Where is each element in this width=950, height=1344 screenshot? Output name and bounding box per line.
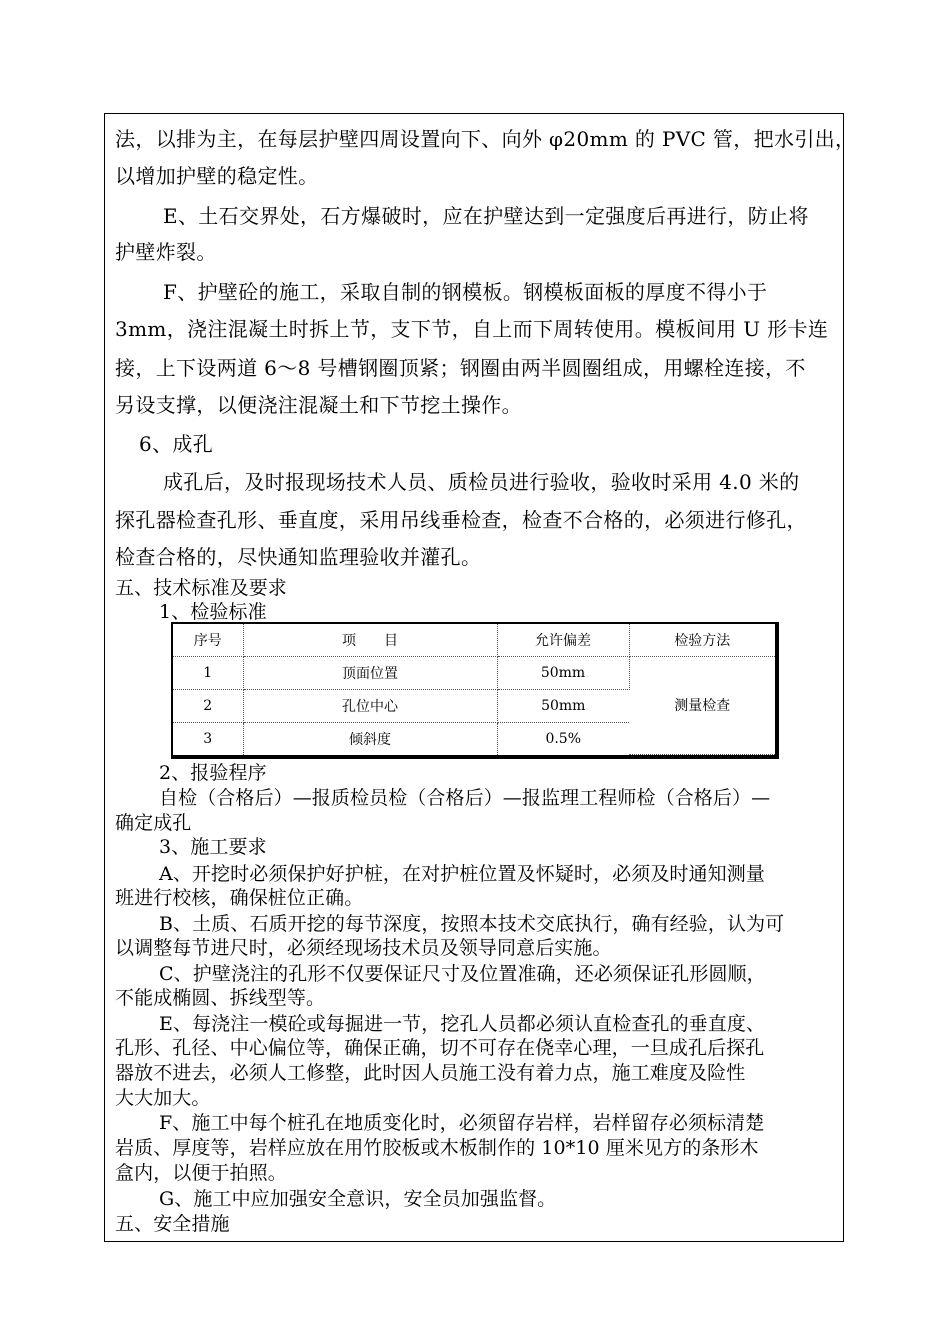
text-line: B、土质、石质开挖的每节深度，按照本技术交底执行，确有经验，认为可 — [159, 913, 785, 935]
cell-no: 2 — [173, 689, 243, 722]
cell-item: 顶面位置 — [243, 656, 497, 689]
text-line: 以增加护壁的稳定性。 — [115, 164, 319, 188]
text-line: 班进行校核，确保桩位正确。 — [115, 887, 364, 909]
section-heading: 五、技术标准及要求 — [115, 577, 287, 599]
text-line: 自检（合格后）—报质检员检（合格后）—报监理工程师检（合格后）— — [159, 787, 771, 809]
table-row — [173, 656, 775, 689]
cell-method: 测量检查 — [629, 656, 775, 754]
header-item: 项 目 — [243, 624, 497, 656]
text-line: 法，以排为主，在每层护壁四周设置向下、向外 φ20mm 的 PVC 管，把水引出， — [115, 127, 856, 151]
text-line: 大大加大。 — [115, 1087, 211, 1109]
text-line: 盒内，以便于拍照。 — [115, 1162, 287, 1184]
section-heading: 3、施工要求 — [159, 836, 267, 858]
text-line: E、每浇注一模砼或每掘进一节，挖孔人员都必须认直检查孔的垂直度、 — [159, 1013, 766, 1035]
header-tolerance: 允许偏差 — [497, 624, 629, 656]
text-line: 孔形、孔径、中心偏位等，确保正确，切不可存在侥幸心理，一旦成孔后探孔 — [115, 1037, 765, 1059]
section-heading: 1、检验标准 — [159, 601, 267, 623]
text-line: 接，上下设两道 6～8 号槽钢圈顶紧；钢圈由两半圆圈组成，用螺栓连接，不 — [115, 356, 806, 380]
text-line: C、护壁浇注的孔形不仅要保证尺寸及位置准确，还必须保证孔形圆顺， — [159, 963, 766, 985]
cell-no: 3 — [173, 722, 243, 754]
cell-item: 倾斜度 — [243, 722, 497, 754]
text-line: F、护壁砼的施工，采取自制的钢模板。钢模板面板的厚度不得小于 — [163, 280, 768, 304]
text-line: 探孔器检查孔形、垂直度，采用吊线垂检查，检查不合格的，必须进行修孔， — [115, 508, 807, 532]
cell-tolerance: 50mm — [497, 656, 629, 689]
cell-tolerance: 50mm — [497, 689, 629, 722]
table-header-row — [173, 624, 775, 656]
text-line: 岩质、厚度等，岩样应放在用竹胶板或木板制作的 10*10 厘米见方的条形木 — [115, 1137, 759, 1159]
header-method: 检验方法 — [629, 624, 775, 656]
section-heading: 6、成孔 — [139, 432, 214, 456]
inspection-standard-table — [171, 622, 779, 759]
text-line: E、土石交界处，石方爆破时，应在护壁达到一定强度后再进行，防止将 — [163, 204, 809, 228]
text-line: 检查合格的，尽快通知监理验收并灌孔。 — [115, 545, 482, 569]
cell-tolerance: 0.5% — [545, 730, 582, 747]
text-line: 护壁炸裂。 — [115, 240, 217, 264]
text-line: 3mm，浇注混凝土时拆上节，支下节，自上而下周转使用。模板间用 U 形卡连 — [115, 317, 829, 341]
header-no: 序号 — [173, 624, 243, 656]
cell-item: 孔位中心 — [243, 689, 497, 722]
text-line: 以调整每节进尺时，必须经现场技术员及领导同意后实施。 — [115, 937, 612, 959]
document-frame — [104, 113, 856, 1242]
text-line: G、施工中应加强安全意识，安全员加强监督。 — [159, 1188, 557, 1210]
text-line: A、开挖时必须保护好护桩，在对护桩位置及怀疑时，必须及时通知测量 — [159, 863, 765, 885]
cell-no: 1 — [173, 656, 243, 689]
text-line: 确定成孔 — [115, 812, 192, 834]
section-heading: 2、报验程序 — [159, 762, 267, 784]
text-line: 器放不进去，必须人工修整，此时因人员施工没有着力点，施工难度及险性 — [115, 1062, 746, 1084]
text-line: F、施工中每个桩孔在地质变化时，必须留存岩样，岩样留存必须标清楚 — [159, 1112, 765, 1134]
text-line: 不能成椭圆、拆线型等。 — [115, 987, 326, 1009]
text-line: 另设支撑，以便浇注混凝土和下节挖土操作。 — [115, 393, 522, 417]
section-heading: 五、安全措施 — [115, 1213, 230, 1235]
text-line: 成孔后，及时报现场技术人员、质检员进行验收，验收时采用 4.0 米的 — [163, 470, 800, 494]
